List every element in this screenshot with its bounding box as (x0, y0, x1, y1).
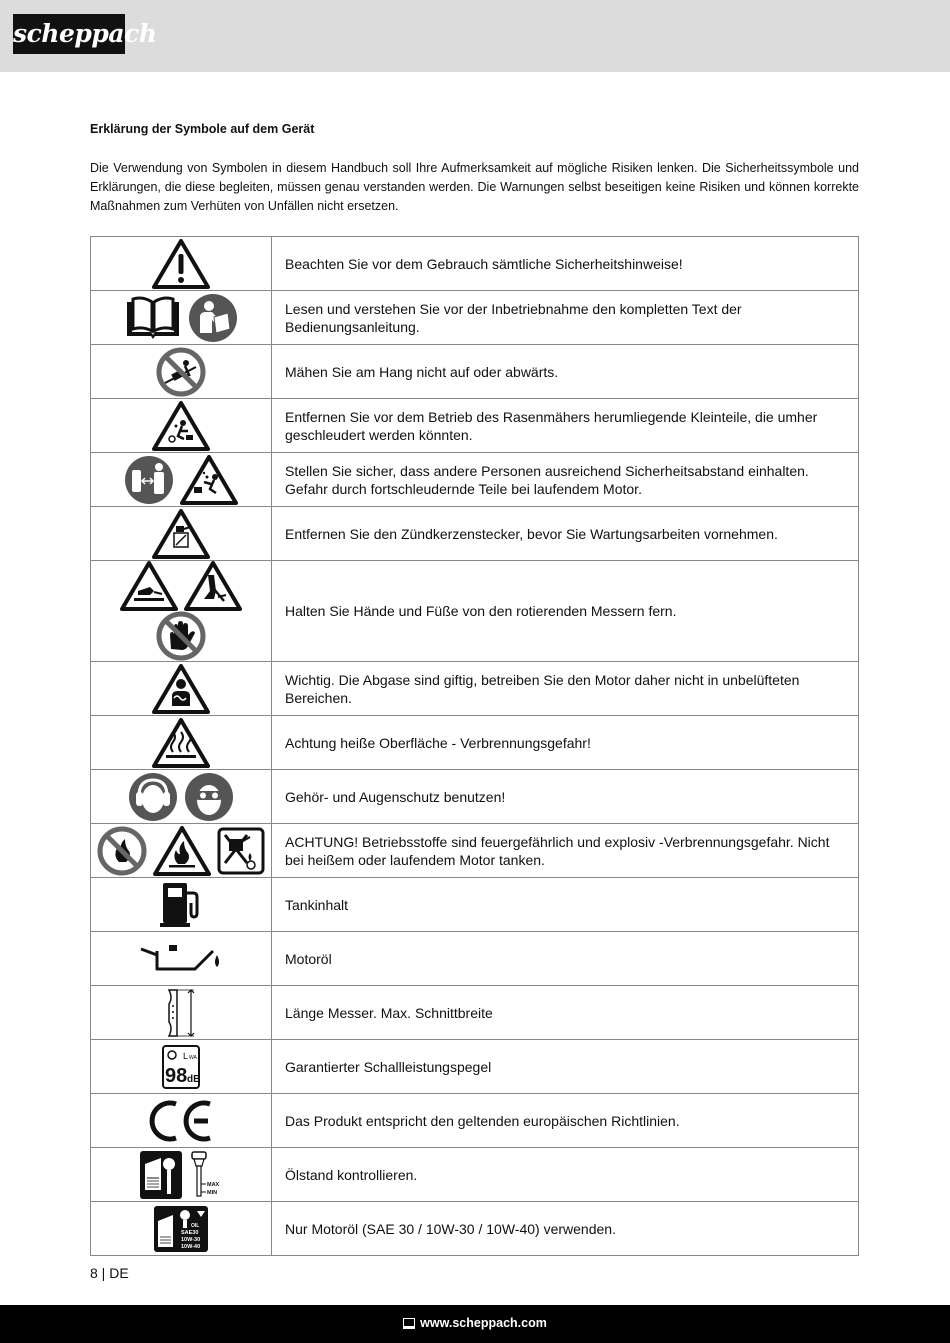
monitor-icon (403, 1318, 415, 1329)
table-row (91, 1094, 859, 1148)
section-title: Erklärung der Symbole auf dem Gerät (90, 122, 315, 136)
symbol-text: Achtung heiße Oberfläche - Verbrennungsgefahr! (272, 716, 859, 770)
symbol-cell (91, 1148, 272, 1202)
symbol-table (90, 236, 859, 1256)
lwa-label: L (183, 1050, 189, 1061)
symbol-text: Garantierter Schallleistungspegel (272, 1040, 859, 1094)
symbol-cell (91, 453, 272, 507)
symbol-text: Lesen und verstehen Sie vor der Inbetriebnahme den kompletten Text der Bedienungsanleitung. (272, 291, 859, 345)
symbol-cell (91, 507, 272, 561)
table-row (91, 986, 859, 1040)
website-link[interactable]: www.scheppach.com (420, 1316, 547, 1330)
symbol-cell (91, 1202, 272, 1256)
db-unit: dB (187, 1073, 201, 1085)
symbol-cell (91, 716, 272, 770)
symbol-text: Beachten Sie vor dem Gebrauch sämtliche Sicherheitshinweise! (272, 237, 859, 291)
sound-level-icon (161, 1044, 201, 1090)
page-number: 8 | DE (90, 1265, 129, 1281)
symbol-text: Halten Sie Hände und Füße von den rotierenden Messern fern. (272, 561, 859, 662)
table-row (91, 1040, 859, 1094)
symbol-text: Tankinhalt (272, 878, 859, 932)
table-row (91, 770, 859, 824)
symbol-cell (91, 345, 272, 399)
blade-hand-warning-icon (120, 561, 178, 611)
ear-protection-icon (128, 772, 178, 822)
symbol-text: Ölstand kontrollieren. (272, 1148, 859, 1202)
symbol-cell (91, 1040, 272, 1094)
symbol-cell (91, 237, 272, 291)
table-row (91, 507, 859, 561)
symbol-cell (91, 1094, 272, 1148)
symbol-text: Gehör- und Augenschutz benutzen! (272, 770, 859, 824)
dipstick-icon (189, 1150, 223, 1200)
fuel-pump-icon (159, 881, 203, 929)
oil-label: OIL (191, 1222, 200, 1229)
symbol-cell (91, 291, 272, 345)
no-hands-icon (156, 611, 206, 661)
intro-paragraph: Die Verwendung von Symbolen in diesem Handbuch soll Ihre Aufmerksamkeit auf mögliche Risiken lenken. Die Sicherheitssymbole und Erklärungen, die diese begleiten, müssen genau verstanden werden. Die Warnungen selbst beseitigen keine Risiken und können korrekte Maßnahmen zum Verhüten von Unfällen nicht ersetzen. (90, 161, 859, 213)
table-row (91, 824, 859, 878)
manual-book-icon (124, 296, 182, 340)
symbol-text: Nur Motoröl (SAE 30 / 10W-30 / 10W-40) verwenden. (272, 1202, 859, 1256)
no-slope-mowing-icon (156, 347, 206, 397)
blade-foot-warning-icon (184, 561, 242, 611)
symbol-cell (91, 932, 272, 986)
symbol-cell (91, 878, 272, 932)
no-fire-icon (97, 826, 147, 876)
oil-type-icon (153, 1205, 209, 1253)
spark-plug-warning-icon (152, 509, 210, 559)
min-label: MIN (207, 1189, 218, 1196)
scheppach-logo: scheppach (13, 14, 125, 54)
table-row (91, 399, 859, 453)
table-row (91, 453, 859, 507)
table-row (91, 237, 859, 291)
w30-label: 10W-30 (181, 1236, 201, 1243)
db-value: 98 (165, 1064, 188, 1087)
page-header (0, 0, 950, 72)
symbol-text: Das Produkt entspricht den geltenden europäischen Richtlinien. (272, 1094, 859, 1148)
table-row (91, 345, 859, 399)
symbol-cell (91, 662, 272, 716)
table-row (91, 291, 859, 345)
table-row (91, 662, 859, 716)
flammable-warning-icon (153, 826, 211, 876)
symbol-text: Mähen Sie am Hang nicht auf oder abwärts. (272, 345, 859, 399)
symbol-cell (91, 561, 272, 662)
symbol-cell (91, 986, 272, 1040)
symbol-text: Länge Messer. Max. Schnittbreite (272, 986, 859, 1040)
table-row (91, 932, 859, 986)
symbol-text: Entfernen Sie vor dem Betrieb des Rasenmähers herumliegende Kleinteile, die umher geschleudert werden könnten. (272, 399, 859, 453)
symbol-cell (91, 770, 272, 824)
table-row (91, 1202, 859, 1256)
eye-protection-icon (184, 772, 234, 822)
warning-triangle-icon (152, 239, 210, 289)
lwa-sub-label: WA (189, 1054, 197, 1061)
symbol-cell (91, 824, 272, 878)
symbol-text: Wichtig. Die Abgase sind giftig, betreiben Sie den Motor daher nicht in unbelüfteten Bereichen. (272, 662, 859, 716)
flying-parts-warning-icon (180, 455, 238, 505)
toxic-fumes-warning-icon (152, 664, 210, 714)
ce-mark-icon (148, 1098, 214, 1144)
oil-can-icon (139, 941, 223, 977)
table-row (91, 878, 859, 932)
hot-surface-warning-icon (152, 718, 210, 768)
oil-level-check-icon (139, 1150, 183, 1200)
symbol-cell (91, 399, 272, 453)
remove-debris-warning-icon (152, 401, 210, 451)
read-manual-icon (188, 293, 238, 343)
page-footer (0, 1305, 950, 1343)
table-row (91, 1148, 859, 1202)
blade-length-icon (163, 988, 199, 1038)
max-label: MAX (207, 1181, 220, 1188)
symbol-text: Motoröl (272, 932, 859, 986)
symbol-text: ACHTUNG! Betriebsstoffe sind feuergefährlich und explosiv -Verbrennungsgefahr. Nicht bei heißem oder laufendem Motor tanken. (272, 824, 859, 878)
symbol-text: Entfernen Sie den Zündkerzenstecker, bevor Sie Wartungsarbeiten vornehmen. (272, 507, 859, 561)
table-row (91, 561, 859, 662)
keep-distance-icon (124, 455, 174, 505)
symbol-text: Stellen Sie sicher, dass andere Personen ausreichend Sicherheitsabstand einhalten. Gefahr durch fortschleudernde Teile bei laufendem Motor. (272, 453, 859, 507)
table-row (91, 716, 859, 770)
w40-label: 10W-40 (181, 1243, 201, 1250)
sae-label: SAE30 (181, 1229, 199, 1236)
no-refuel-running-icon (217, 827, 265, 875)
